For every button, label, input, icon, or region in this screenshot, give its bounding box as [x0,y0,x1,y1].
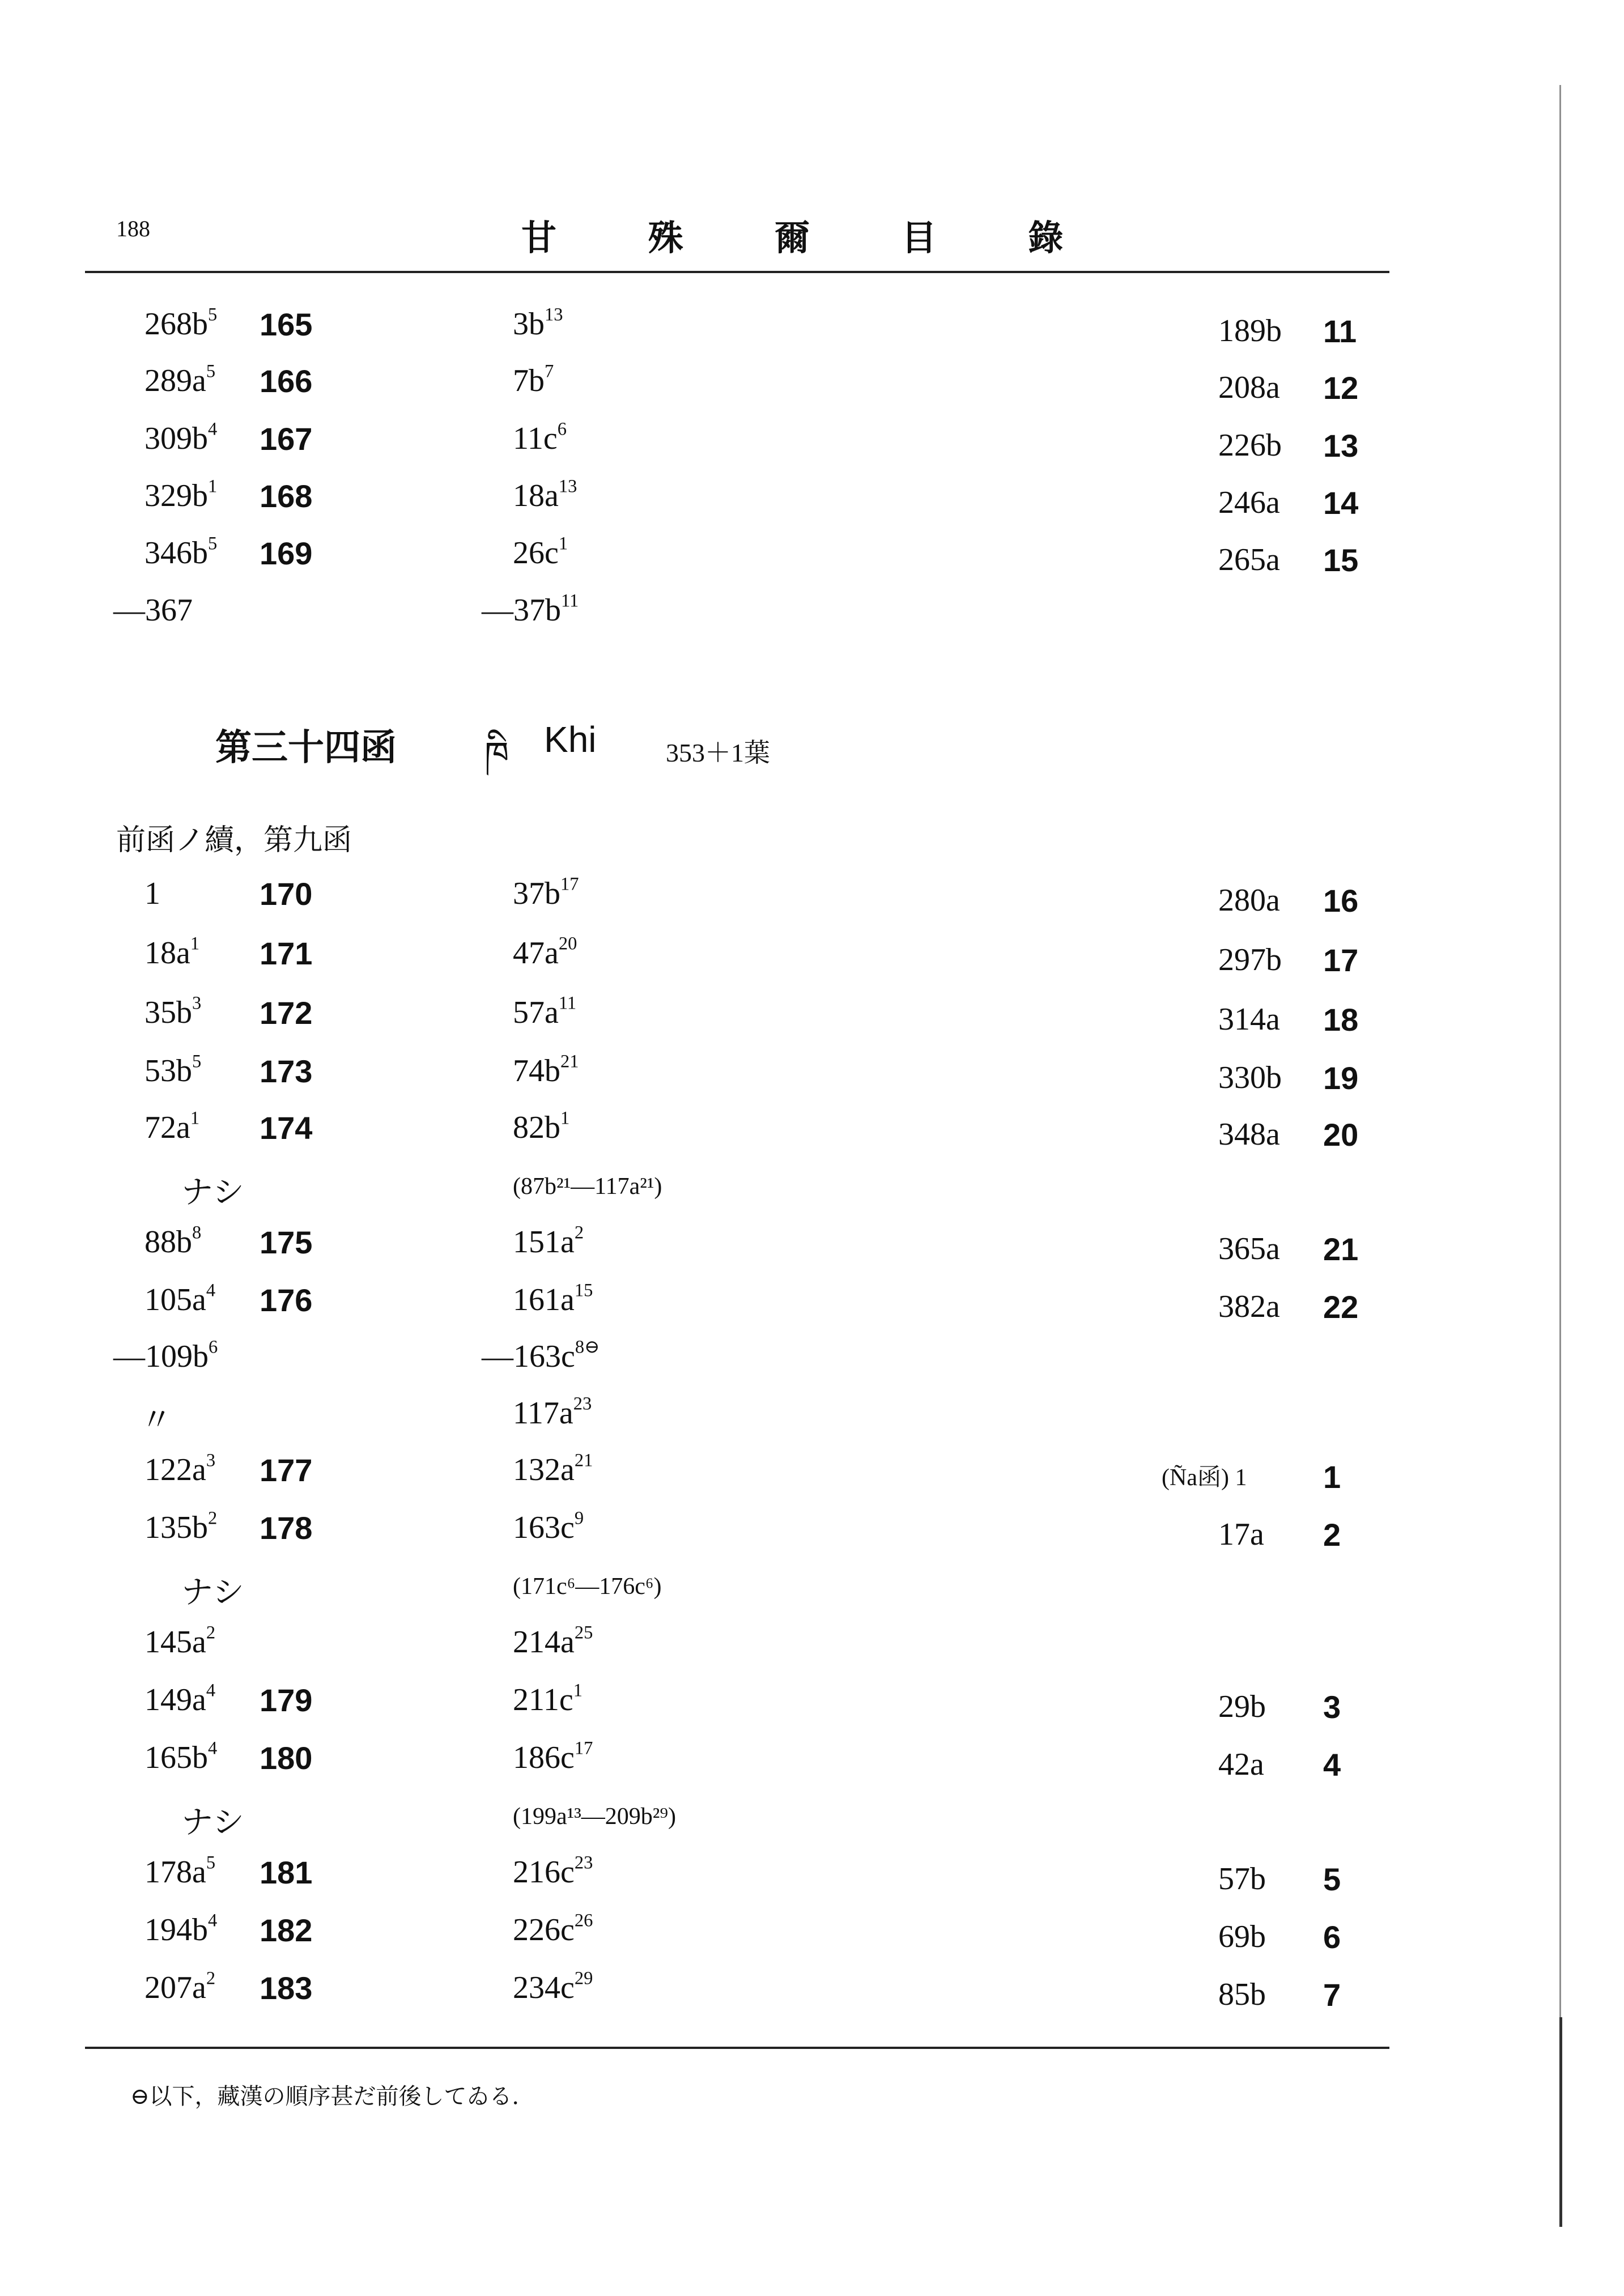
entry-number [260,1912,312,1949]
entry-number [260,1053,312,1090]
entry-number [260,875,312,912]
entry-volume-folio-text: 280a [1218,883,1280,918]
entry-volume-folio-text: 29b [1218,1689,1266,1724]
entry-sequence-text: 19 [1323,1060,1359,1096]
entry-sequence-text: 16 [1323,883,1359,919]
entry-number-text: 165 [260,307,313,342]
omission-note-text: ナシ [181,1575,244,1610]
omission-range [513,1173,662,1200]
entry-chinese-folio-superscript: 25 [574,1622,593,1643]
entry-sequence-text: 6 [1323,1919,1341,1955]
entry-volume-folio-text: 208a [1218,370,1280,405]
entry-number [260,306,312,343]
entry-volume-folio [1218,1746,1264,1783]
entry-chinese-folio [513,1970,593,2006]
entry-number [260,1282,312,1319]
entry-chinese-folio-superscript: 29 [574,1968,593,1989]
entry-tibetan-folio-superscript: 5 [206,1852,216,1873]
entry-tibetan-folio-text: 53b [144,1053,192,1089]
footer-rule [85,2047,1389,2049]
entry-volume-folio [1218,1001,1280,1038]
entry-number-text: 181 [260,1855,313,1890]
entry-sequence-text: 11 [1323,313,1357,349]
binding-edge-lower [1559,2017,1562,2227]
entry-number-text: 168 [260,478,313,514]
entry-volume-folio-text: 297b [1218,942,1282,977]
entry-tibetan-folio-text: 289a [144,363,206,398]
entry-number [260,478,312,515]
entry-chinese-folio-superscript: 11 [561,590,579,611]
entry-chinese-folio-superscript: 15 [574,1280,593,1301]
entry-sequence [1323,1116,1358,1153]
entry-chinese-folio [513,935,577,971]
entry-chinese-folio [513,1510,584,1546]
entry-number [260,1854,312,1891]
entry-tibetan-folio [144,1682,215,1718]
entry-tibetan-folio [144,1854,215,1890]
entry-sequence [1323,882,1358,919]
entry-chinese-folio-text: 18a [513,478,559,513]
entry-sequence-text: 3 [1323,1689,1341,1725]
entry-tibetan-folio-text: —109b [113,1339,209,1374]
entry-volume-folio [1218,1289,1280,1325]
entry-chinese-folio-superscript: 1 [558,533,568,554]
entry-volume-folio [1218,1116,1280,1153]
entry-chinese-folio-superscript: 23 [574,1852,593,1873]
entry-chinese-folio-text: 214a [513,1625,575,1660]
binding-edge [1559,85,1561,2210]
entry-chinese-folio-text: 37b [513,876,560,911]
entry-chinese-folio [513,1452,593,1488]
omission-range-text: (199a¹³—209b²⁹) [513,1804,677,1830]
entry-chinese-folio [513,1224,584,1260]
entry-number-text: 179 [260,1682,313,1718]
entry-number [260,1109,312,1146]
entry-number [260,1740,312,1776]
entry-tibetan-folio-superscript: 4 [206,1280,216,1301]
entry-sequence-text: 5 [1323,1861,1341,1897]
entry-volume-folio [1218,1231,1280,1267]
entry-tibetan-folio-text: 145a [144,1625,206,1660]
entry-chinese-folio [513,535,568,571]
entry-volume-folio [1218,484,1280,521]
entry-tibetan-folio [144,420,217,457]
entry-sequence-text: 2 [1323,1517,1341,1553]
omission-range-text: (87b²¹—117a²¹) [513,1173,662,1200]
entry-chinese-folio-superscript: 17 [560,874,579,895]
entry-volume-folio [1218,542,1280,578]
entry-chinese-folio-text: 186c [513,1740,575,1775]
entry-number-text: 175 [260,1224,313,1260]
entry-chinese-folio-superscript: 17 [574,1738,593,1759]
entry-number-text: 176 [260,1282,313,1318]
entry-tibetan-folio-superscript: 6 [209,1337,218,1358]
entry-sequence-text: 21 [1323,1231,1359,1267]
entry-sequence [1323,1289,1358,1325]
entry-sequence [1323,1231,1358,1268]
entry-chinese-folio-superscript: 11 [558,993,577,1014]
entry-chinese-folio-text: 117a [513,1396,573,1431]
entry-number [260,994,312,1031]
entry-chinese-folio-superscript: 26 [574,1910,593,1931]
entry-chinese-folio [513,994,576,1031]
entry-chinese-folio-superscript: 13 [545,304,563,325]
entry-volume-folio-text: 365a [1218,1231,1280,1266]
entry-tibetan-folio-text: 268b [144,307,208,342]
entry-chinese-folio [513,478,577,514]
entry-chinese-folio-superscript: 9 [574,1508,584,1529]
entry-sequence-text: 22 [1323,1289,1359,1325]
entry-chinese-folio-superscript: 21 [560,1051,579,1072]
entry-volume-folio [1218,1919,1266,1955]
entry-chinese-folio-text: 82b [513,1110,560,1145]
entry-tibetan-folio-superscript: 5 [208,304,218,325]
entry-volume-folio-text: 85b [1218,1977,1266,2012]
entry-tibetan-folio-superscript: 1 [190,933,200,954]
entry-tibetan-folio-superscript: 2 [206,1968,216,1989]
entry-sequence-text: 7 [1323,1977,1341,2013]
entry-volume-folio-text: (Ña函) 1 [1162,1465,1247,1491]
entry-tibetan-folio-text: 105a [144,1282,206,1317]
entry-tibetan-folio [144,875,160,912]
entry-tibetan-folio [144,306,217,342]
entry-tibetan-folio-text: 165b [144,1740,208,1775]
entry-number-text: 174 [260,1110,313,1146]
entry-number-text: 177 [260,1452,313,1488]
entry-number-text: 180 [260,1740,313,1776]
entry-sequence [1323,1976,1341,2013]
entry-number-text: 171 [260,936,313,971]
entry-tibetan-folio-text: 135b [144,1510,208,1545]
entry-chinese-folio-superscript: 6 [557,419,567,440]
entry-chinese-folio [513,1682,583,1718]
entry-volume-folio-text: 314a [1218,1002,1280,1037]
entry-tibetan-folio-text: 18a [144,936,190,971]
entry-tibetan-folio [144,1452,215,1488]
omission-range-text: (171c⁶—176c⁶) [513,1574,662,1600]
entry-number-text: 169 [260,535,313,571]
entry-sequence-text: 17 [1323,942,1359,978]
entry-chinese-folio-text: 11c [513,421,558,456]
entry-volume-folio [1218,427,1282,464]
entry-tibetan-folio-superscript: 4 [208,1910,218,1931]
entry-volume-folio [1218,882,1280,919]
entry-volume-folio-text: 17a [1218,1517,1264,1552]
entry-tibetan-folio [144,1970,215,2006]
entry-tibetan-folio [141,1395,172,1440]
entry-chinese-folio [482,592,579,628]
entry-volume-folio-text: 226b [1218,428,1282,463]
entry-tibetan-folio-text: —367 [113,593,193,628]
entry-volume-folio-text: 330b [1218,1060,1282,1095]
entry-volume-folio-text: 69b [1218,1919,1266,1954]
entry-chinese-folio-text: 163c [513,1510,575,1545]
entry-tibetan-folio-text: 149a [144,1682,206,1717]
entry-volume-folio [1162,1459,1247,1493]
entry-tibetan-folio [144,1053,201,1089]
entry-tibetan-folio-superscript: 8 [192,1222,202,1243]
entry-chinese-folio [513,1109,569,1146]
entry-chinese-folio [513,875,579,912]
omission-note [181,1797,244,1843]
entry-volume-folio-text: 265a [1218,542,1280,577]
omission-note [181,1567,244,1613]
entry-volume-folio [1218,313,1282,349]
entry-chinese-folio [513,420,567,457]
entry-volume-folio-text: 246a [1218,485,1280,520]
entry-chinese-folio-text: 26c [513,535,559,571]
page-number: 188 [116,216,150,241]
entry-sequence [1323,427,1358,464]
entry-tibetan-folio-text: 〃 [141,1403,172,1438]
entry-tibetan-folio-superscript: 3 [206,1450,216,1471]
entry-chinese-folio [513,1854,593,1890]
entry-chinese-folio [513,1395,592,1431]
entry-tibetan-folio-superscript: 5 [206,361,216,382]
entry-sequence [1323,542,1358,579]
entry-number [260,535,312,572]
section-subtitle: 前函ノ續，第九函 [116,823,352,857]
omission-note-text: ナシ [181,1805,244,1840]
entry-tibetan-folio [144,994,201,1031]
omission-note-text: ナシ [181,1175,244,1210]
entry-volume-folio-text: 382a [1218,1289,1280,1324]
entry-chinese-folio-text: 74b [513,1053,560,1089]
section-leaves: 353＋1葉 [666,738,770,767]
entry-number [260,420,312,457]
entry-sequence-text: 12 [1323,370,1359,406]
entry-sequence [1323,1459,1341,1495]
entry-chinese-folio [513,363,554,399]
entry-sequence [1323,1919,1341,1955]
entry-sequence [1323,942,1358,979]
entry-sequence [1323,313,1357,350]
entry-tibetan-folio [144,535,217,571]
entry-volume-folio [1218,1060,1282,1096]
entry-sequence-text: 20 [1323,1117,1359,1153]
entry-tibetan-folio-superscript: 1 [190,1108,200,1129]
entry-sequence [1323,1689,1341,1725]
entry-sequence-text: 4 [1323,1747,1341,1783]
entry-chinese-folio [513,1624,593,1660]
entry-chinese-folio-text: 3b [513,307,545,342]
entry-chinese-folio-text: 47a [513,936,559,971]
entry-tibetan-folio-text: 207a [144,1970,206,2005]
entry-number-text: 182 [260,1912,313,1948]
omission-range [513,1573,662,1600]
entry-chinese-folio-text: 234c [513,1970,575,2005]
entry-chinese-folio-superscript: 20 [558,933,577,954]
entry-sequence-text: 15 [1323,542,1359,578]
entry-volume-folio-text: 57b [1218,1861,1266,1897]
entry-tibetan-folio [113,1338,218,1375]
entry-tibetan-folio [144,1912,217,1948]
entry-chinese-folio-text: 7b [513,363,545,398]
entry-chinese-folio-superscript: 2 [574,1222,584,1243]
entry-number [260,1510,312,1546]
entry-volume-folio-text: 42a [1218,1747,1264,1782]
entry-tibetan-folio-text: 194b [144,1912,208,1948]
entry-chinese-folio [513,1053,579,1089]
entry-chinese-folio-text: —37b [482,593,561,628]
entry-tibetan-folio-text: 88b [144,1224,192,1260]
omission-range [513,1803,676,1830]
entry-chinese-folio [513,306,563,342]
entry-tibetan-folio-text: 122a [144,1452,206,1487]
entry-volume-folio [1218,1689,1266,1725]
section-title: 第三十四函 [215,727,397,769]
entry-number [260,363,312,399]
entry-chinese-folio-text: 226c [513,1912,575,1948]
omission-note [181,1167,244,1213]
entry-tibetan-folio-text: 35b [144,995,192,1030]
section-name: Khi [544,719,597,760]
entry-volume-folio-text: 348a [1218,1117,1280,1152]
entry-volume-folio [1218,942,1282,978]
entry-number-text: 167 [260,421,313,457]
entry-sequence [1323,484,1358,521]
entry-sequence-text: 1 [1323,1459,1341,1495]
entry-tibetan-folio [144,478,217,514]
entry-number [260,1452,312,1489]
entry-chinese-folio-text: 132a [513,1452,575,1487]
entry-sequence [1323,1516,1341,1553]
entry-volume-folio [1218,1976,1266,2013]
entry-tibetan-folio [144,1224,201,1260]
entry-tibetan-folio-text: 346b [144,535,208,571]
entry-tibetan-folio [113,592,193,628]
entry-number [260,935,312,972]
entry-chinese-folio-text: 211c [513,1682,573,1717]
page-title: 甘 殊 爾 目 錄 [521,217,1103,258]
entry-tibetan-folio-superscript: 2 [206,1622,216,1643]
header-rule [85,271,1389,273]
entry-tibetan-folio [144,935,199,971]
entry-sequence [1323,1060,1358,1096]
entry-tibetan-folio [144,363,215,399]
entry-number-text: 172 [260,995,313,1031]
entry-tibetan-folio [144,1510,217,1546]
entry-number [260,1224,312,1261]
entry-sequence [1323,1746,1341,1783]
entry-chinese-folio-text: 161a [513,1282,575,1317]
entry-tibetan-folio-text: 178a [144,1855,206,1890]
entry-sequence-text: 14 [1323,485,1359,521]
entry-volume-folio [1218,1516,1264,1553]
entry-sequence [1323,369,1358,406]
entry-number-text: 166 [260,363,313,399]
entry-chinese-folio-superscript: 8⊖ [575,1337,600,1358]
entry-tibetan-folio-superscript: 4 [208,419,218,440]
entry-tibetan-folio-superscript: 1 [208,476,218,497]
entry-tibetan-folio-superscript: 3 [192,993,202,1014]
entry-tibetan-folio-superscript: 5 [192,1051,202,1072]
entry-chinese-folio-superscript: 7 [545,361,554,382]
entry-chinese-folio-text: 57a [513,995,559,1030]
entry-tibetan-folio-text: 72a [144,1110,190,1145]
entry-volume-folio [1218,1861,1266,1897]
entry-tibetan-folio-text: 1 [144,876,160,911]
entry-chinese-folio [513,1740,593,1776]
entry-number-text: 170 [260,876,313,912]
entry-tibetan-folio-superscript: 2 [208,1508,218,1529]
entry-tibetan-folio-text: 309b [144,421,208,456]
entry-tibetan-folio [144,1740,217,1776]
entry-number-text: 173 [260,1053,313,1089]
entry-sequence-text: 18 [1323,1002,1359,1038]
entry-sequence-text: 13 [1323,428,1359,464]
entry-tibetan-folio [144,1624,215,1660]
entry-volume-folio-text: 189b [1218,313,1282,348]
entry-tibetan-folio-text: 329b [144,478,208,513]
entry-number-text: 178 [260,1510,313,1546]
entry-chinese-folio-text: 151a [513,1224,575,1260]
entry-chinese-folio [482,1338,600,1375]
entry-chinese-folio-text: 216c [513,1855,575,1890]
entry-tibetan-folio-superscript: 5 [208,533,218,554]
entry-chinese-folio-superscript: 13 [558,476,577,497]
entry-tibetan-folio [144,1282,215,1318]
entry-chinese-folio-text: —163c [482,1339,575,1374]
footnote: ⊖以下，藏漢の順序甚だ前後してゐる． [130,2084,535,2110]
tibetan-glyph: ཁི [484,734,509,775]
entry-number [260,1970,312,2006]
entry-chinese-folio-superscript: 23 [573,1393,592,1414]
entry-chinese-folio-superscript: 21 [574,1450,593,1471]
entry-number [260,1682,312,1719]
entry-sequence [1323,1001,1358,1038]
entry-chinese-folio [513,1282,593,1318]
entry-tibetan-folio-superscript: 4 [208,1738,218,1759]
entry-chinese-folio [513,1912,593,1948]
entry-tibetan-folio [144,1109,199,1146]
entry-volume-folio [1218,369,1280,406]
entry-sequence [1323,1861,1341,1898]
entry-tibetan-folio-superscript: 4 [206,1680,216,1701]
entry-chinese-folio-superscript: 1 [560,1108,570,1129]
entry-number-text: 183 [260,1970,313,2006]
entry-chinese-folio-superscript: 1 [573,1680,583,1701]
